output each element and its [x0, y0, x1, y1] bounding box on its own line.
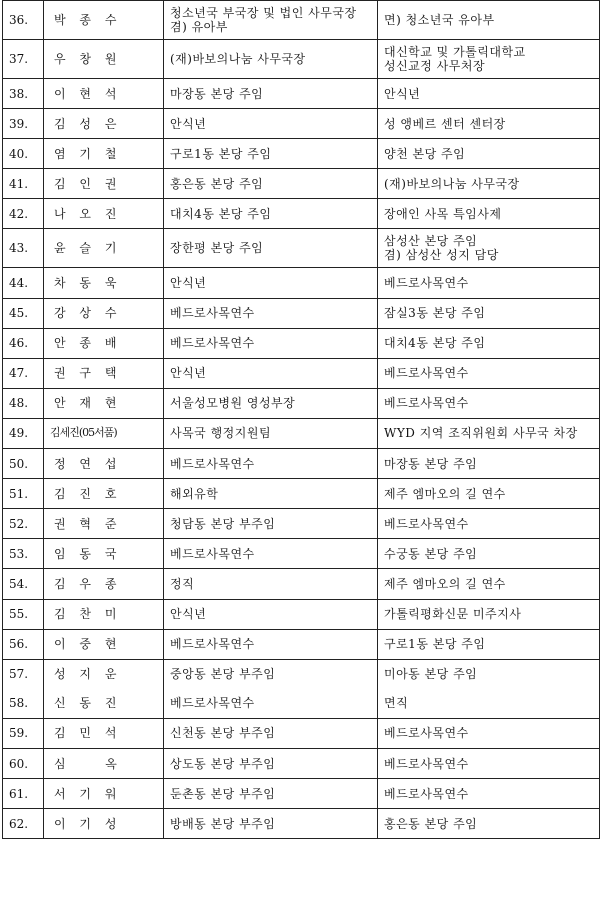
new-position-line: 미아동 본당 주임	[384, 667, 478, 682]
table-row	[3, 509, 600, 539]
new-position-line: 면) 청소년국 유아부	[384, 13, 495, 27]
new-position-line: 양천 본당 주임	[384, 146, 466, 161]
table-row	[3, 328, 600, 358]
current-position-line: 중앙동 본당 부주임	[170, 667, 276, 682]
table-row	[3, 79, 600, 109]
table-row	[3, 229, 600, 268]
current-position	[164, 109, 378, 139]
row-number: 54.	[3, 569, 44, 599]
new-position	[378, 388, 600, 418]
table-row	[3, 748, 600, 778]
new-position	[378, 418, 600, 448]
new-position	[378, 1, 600, 40]
person-name: 성 지 운	[44, 659, 164, 689]
current-position	[164, 659, 378, 689]
current-position-line: 둔촌동 본당 부주임	[170, 786, 276, 801]
table-row	[3, 659, 600, 689]
new-position	[378, 109, 600, 139]
person-name: 김 찬 미	[44, 599, 164, 629]
person-name: 우 창 원	[44, 40, 164, 79]
person-name: 윤 슬 기	[44, 229, 164, 268]
current-position-line: 구로1동 본당 주임	[170, 146, 272, 161]
new-position-line: 베드로사목연수	[384, 756, 469, 771]
person-name: 서 기 워	[44, 779, 164, 809]
row-number: 44.	[3, 268, 44, 298]
new-position	[378, 569, 600, 599]
new-position	[378, 449, 600, 479]
person-name: 김 민 석	[44, 718, 164, 748]
current-position	[164, 629, 378, 659]
new-position-line: 베드로사목연수	[384, 276, 469, 291]
row-number: 52.	[3, 509, 44, 539]
new-position-line: 제주 엠마오의 길 연수	[384, 576, 506, 591]
person-name: 임 동 국	[44, 539, 164, 569]
row-number: 40.	[3, 139, 44, 169]
person-name: 권 혁 준	[44, 509, 164, 539]
current-position	[164, 328, 378, 358]
table-row	[3, 169, 600, 199]
current-position	[164, 169, 378, 199]
new-position	[378, 229, 600, 268]
new-position	[378, 659, 600, 689]
current-position	[164, 79, 378, 109]
new-position	[378, 79, 600, 109]
current-position	[164, 1, 378, 40]
new-position	[378, 809, 600, 839]
person-name: 이 기 성	[44, 809, 164, 839]
current-position-line: 상도동 본당 부주임	[170, 756, 276, 771]
new-position	[378, 509, 600, 539]
new-position	[378, 40, 600, 79]
table-row	[3, 449, 600, 479]
current-position	[164, 599, 378, 629]
new-position-line: 대신학교 및 가톨릭대학교	[384, 45, 526, 59]
person-name: 김 우 종	[44, 569, 164, 599]
current-position	[164, 479, 378, 509]
current-position-line: 홍은동 본당 주임	[170, 176, 264, 191]
table-row	[3, 629, 600, 659]
person-name: 이 현 석	[44, 79, 164, 109]
new-position-line: 구로1동 본당 주임	[384, 637, 486, 652]
row-number: 48.	[3, 388, 44, 418]
current-position	[164, 229, 378, 268]
table-body	[3, 1, 600, 839]
current-position	[164, 779, 378, 809]
current-position	[164, 358, 378, 388]
current-position-line: 겸) 유아부	[170, 20, 228, 34]
row-number: 55.	[3, 599, 44, 629]
new-position-line: 제주 엠마오의 길 연수	[384, 486, 506, 501]
new-position-line: 베드로사목연수	[384, 396, 469, 411]
new-position-line: (재)바보의나눔 사무국장	[384, 176, 520, 191]
current-position	[164, 388, 378, 418]
table-row	[3, 199, 600, 229]
person-name: 나 오 진	[44, 199, 164, 229]
current-position	[164, 748, 378, 778]
current-position	[164, 418, 378, 448]
current-position-line: 안식년	[170, 276, 207, 291]
new-position	[378, 539, 600, 569]
row-number: 42.	[3, 199, 44, 229]
current-position-line: 사목국 행정지원팀	[170, 426, 272, 441]
current-position	[164, 449, 378, 479]
row-number: 61.	[3, 779, 44, 809]
person-name: 김 진 호	[44, 479, 164, 509]
current-position	[164, 268, 378, 298]
current-position-line: 방배동 본당 부주임	[170, 816, 276, 831]
person-name: 염 기 철	[44, 139, 164, 169]
row-number: 56.	[3, 629, 44, 659]
row-number: 49.	[3, 418, 44, 448]
new-position-line: 대치4동 본당 주임	[384, 336, 486, 351]
person-name: 권 구 택	[44, 358, 164, 388]
person-name: 박 종 수	[44, 1, 164, 40]
row-number: 60.	[3, 748, 44, 778]
table-row	[3, 1, 600, 40]
row-number: 38.	[3, 79, 44, 109]
person-name: 김 성 은	[44, 109, 164, 139]
current-position	[164, 139, 378, 169]
new-position	[378, 479, 600, 509]
row-number: 59.	[3, 718, 44, 748]
table-row	[3, 479, 600, 509]
current-position-line: 베드로사목연수	[170, 306, 255, 321]
person-name: 강 상 수	[44, 298, 164, 328]
current-position	[164, 569, 378, 599]
current-position-line: 베드로사목연수	[170, 336, 255, 351]
current-position	[164, 199, 378, 229]
row-number: 50.	[3, 449, 44, 479]
person-name: 김세진(05서품)	[44, 418, 164, 448]
current-position-line: 정직	[170, 576, 195, 591]
row-number: 41.	[3, 169, 44, 199]
row-number: 46.	[3, 328, 44, 358]
new-position-line: 면직	[384, 696, 409, 711]
row-number: 37.	[3, 40, 44, 79]
new-position	[378, 629, 600, 659]
current-position-line: 청소년국 부국장 및 법인 사무국장	[170, 6, 357, 20]
current-position	[164, 509, 378, 539]
current-position	[164, 40, 378, 79]
current-position-line: 장한평 본당 주임	[170, 241, 264, 256]
current-position-line: 안식년	[170, 607, 207, 622]
current-position-line: 베드로사목연수	[170, 637, 255, 652]
new-position	[378, 139, 600, 169]
current-position	[164, 718, 378, 748]
row-number: 45.	[3, 298, 44, 328]
new-position	[378, 599, 600, 629]
table-row	[3, 388, 600, 418]
table-row	[3, 139, 600, 169]
current-position-line: 청담동 본당 부주임	[170, 516, 276, 531]
new-position	[378, 298, 600, 328]
current-position-line: 안식년	[170, 116, 207, 131]
current-position	[164, 809, 378, 839]
new-position-line: 잠실3동 본당 주임	[384, 306, 486, 321]
current-position-line: 대치4동 본당 주임	[170, 206, 272, 221]
new-position-line: 안식년	[384, 86, 421, 101]
person-name: 신 동 진	[44, 689, 164, 719]
new-position-line: 베드로사목연수	[384, 786, 469, 801]
new-position	[378, 358, 600, 388]
table-row	[3, 779, 600, 809]
new-position-line: 베드로사목연수	[384, 366, 469, 381]
current-position-line: 베드로사목연수	[170, 696, 255, 711]
current-position-line: 서울성모병원 영성부장	[170, 396, 296, 411]
current-position-line: 해외유학	[170, 486, 219, 501]
row-number: 51.	[3, 479, 44, 509]
table-row	[3, 358, 600, 388]
person-name: 안 종 배	[44, 328, 164, 358]
row-number: 58.	[3, 689, 44, 719]
new-position	[378, 169, 600, 199]
current-position-line: 베드로사목연수	[170, 456, 255, 471]
table-row	[3, 539, 600, 569]
current-position	[164, 689, 378, 719]
new-position-line: 성 앵베르 센터 센터장	[384, 116, 506, 131]
table-row	[3, 109, 600, 139]
new-position	[378, 779, 600, 809]
new-position-line: 가톨릭평화신문 미주지사	[384, 607, 522, 622]
row-number: 62.	[3, 809, 44, 839]
person-name: 차 동 욱	[44, 268, 164, 298]
row-number: 39.	[3, 109, 44, 139]
new-position-line: 수궁동 본당 주임	[384, 546, 478, 561]
row-number: 36.	[3, 1, 44, 40]
current-position	[164, 298, 378, 328]
new-position-line: WYD 지역 조직위원회 사무국 차장	[384, 426, 578, 441]
row-number: 43.	[3, 229, 44, 268]
new-position	[378, 199, 600, 229]
new-position-line: 홍은동 본당 주임	[384, 816, 478, 831]
person-name: 김 인 권	[44, 169, 164, 199]
new-position	[378, 748, 600, 778]
new-position	[378, 268, 600, 298]
row-number: 47.	[3, 358, 44, 388]
table-row	[3, 418, 600, 448]
table-row	[3, 809, 600, 839]
table-row	[3, 689, 600, 719]
table-row	[3, 40, 600, 79]
new-position	[378, 718, 600, 748]
new-position-line: 삼성산 본당 주임	[384, 234, 478, 249]
table-row	[3, 268, 600, 298]
new-position	[378, 689, 600, 719]
new-position-line: 겸) 삼성산 성지 담당	[384, 248, 499, 263]
personnel-table	[2, 0, 600, 839]
new-position-line: 성신교정 사무처장	[384, 59, 486, 73]
current-position-line: (재)바보의나눔 사무국장	[170, 52, 306, 66]
row-number: 57.	[3, 659, 44, 689]
current-position	[164, 539, 378, 569]
person-name: 정 연 섭	[44, 449, 164, 479]
person-name: 이 중 현	[44, 629, 164, 659]
current-position-line: 베드로사목연수	[170, 546, 255, 561]
row-number: 53.	[3, 539, 44, 569]
current-position-line: 안식년	[170, 366, 207, 381]
new-position	[378, 328, 600, 358]
table-row	[3, 599, 600, 629]
person-name: 심 옥	[44, 748, 164, 778]
table-row	[3, 569, 600, 599]
new-position-line: 베드로사목연수	[384, 516, 469, 531]
table-row	[3, 298, 600, 328]
person-name: 안 재 현	[44, 388, 164, 418]
new-position-line: 마장동 본당 주임	[384, 456, 478, 471]
table-row	[3, 718, 600, 748]
new-position-line: 장애인 사목 특임사제	[384, 206, 502, 221]
new-position-line: 베드로사목연수	[384, 726, 469, 741]
current-position-line: 신천동 본당 부주임	[170, 726, 276, 741]
current-position-line: 마장동 본당 주임	[170, 86, 264, 101]
